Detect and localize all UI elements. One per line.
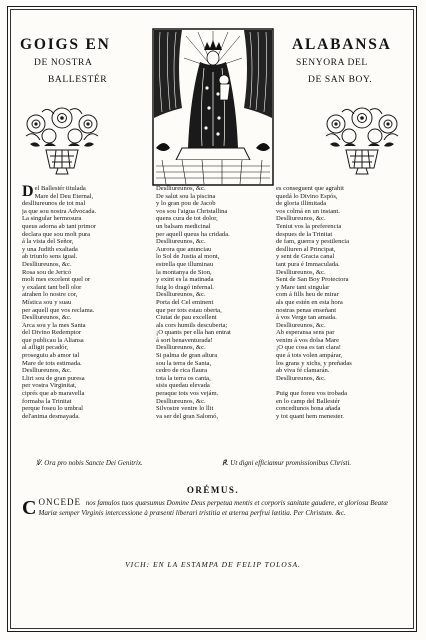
verse-line: tant pura é Immaculada. (276, 260, 340, 268)
verse-line: de fam, guerra y pestilencia (276, 238, 350, 246)
verse-line: als cors humils descuberta; (156, 321, 228, 329)
verse-line: declara que sou molt pura (22, 230, 91, 238)
verse-line: Deslliureunos, &c. (156, 291, 206, 299)
verse-line: ¡O quants per ella han entrat (156, 329, 231, 337)
versicle: ℣. Ora pro nobis Sancte Dei Genitrix. (36, 459, 143, 467)
virgin-woodcut-icon (152, 28, 274, 186)
verse-line: per aquell que vos reclama. (22, 306, 95, 314)
verse-line: y exint es la matinada (156, 276, 214, 284)
verse-line: De salut sou la piscina (156, 192, 216, 200)
verse-line: del Divino Redemptor (22, 329, 81, 337)
verse-column-3 (276, 185, 404, 420)
verse-line: formaba la Trinitat (22, 397, 72, 405)
verse-line: Arca sou y la mes Santa (22, 321, 86, 329)
verse-line: tota la terra os canta, (156, 374, 211, 382)
verse-line: perque foseu lo umbral (22, 405, 83, 413)
drop-cap: D (22, 185, 34, 200)
verse-line: de gloria illimitada (276, 200, 327, 208)
verse-line: va ser del gran Salomó, (156, 412, 219, 420)
verse-line: deslliuren al Principat, (276, 245, 336, 253)
verse-line (276, 382, 404, 390)
prayer-body: nos famulos tuos quæsumus Domine Deus perpetua mentis et corporis sanitate gaudere, et gloriosa Beatæ Mariæ semper Virginis intercessione à præsenti liberari tristitia et æterna perfrui lætitia. Per Christum. &c. (38, 499, 388, 517)
verse-line: per vostra Virginitat, (22, 382, 77, 390)
verse-line: y lo gran pou de Jacob (156, 200, 216, 208)
verse-line: molt mes excelent quel or (22, 276, 91, 284)
verse-line: Deslliureunos, &c. (276, 215, 326, 223)
verse-line: Teniut vos la preferencia (276, 222, 342, 230)
verse-line: atrahen lo nostre cor, (22, 291, 78, 299)
title-left: GOIGS EN (20, 36, 111, 53)
verse-line: y una Judith exaltada (22, 245, 78, 253)
subtitle-left-1: DE NOSTRA (34, 58, 93, 68)
verse-line: Porta del Cel eminent (156, 298, 214, 306)
flower-basket-left-icon (22, 106, 102, 176)
response: ℟. Ut digni efficiamur promissionibus Christi. (222, 459, 352, 467)
verse-line: en lo camp del Ballestér (276, 397, 340, 405)
verse-line: Ab esperansa sens par (276, 329, 335, 337)
subtitle-left-2: BALLESTÉR (48, 75, 108, 85)
verse-line: á vos Verge tan amada. (276, 314, 337, 322)
verse-line: quens cura de tot dolor, (156, 215, 218, 223)
verse-line: venim á vos dolsa Mare (276, 336, 339, 344)
verse-line: Puig que foreu vos trobada (276, 390, 348, 398)
verse-line: que á tots volen ampárar, (276, 352, 343, 360)
verse-line: despues de la Trinitat (276, 230, 333, 238)
verse-line: que per tots estau oberta, (156, 306, 222, 314)
prayer-first-word: ONCEDE (38, 497, 81, 507)
verse-line: lo Sol de Justia al mont, (156, 253, 220, 261)
verse-line: proseguiu ab amor tal (22, 352, 80, 360)
verse-line: sou la terra de Santa, (156, 359, 212, 367)
oremus-heading: ORÉMUS. (186, 485, 240, 495)
flower-basket-right-icon (322, 106, 402, 176)
verse-line: Deslliureunos, &c. (22, 367, 72, 375)
verse-line: vos colmá en un instant. (276, 207, 340, 215)
verse-line: Lliri sou de gran puresa (22, 374, 85, 382)
verse-line: ¡O que cosa es tan clara! (276, 344, 341, 352)
verse-line: Deslliureunos, &c. (22, 260, 72, 268)
title-right: ALABANSA (292, 36, 392, 53)
verse-line: ab triunfo sens igual. (22, 253, 78, 261)
verse-line: Deslliureunos, &c. (156, 238, 206, 246)
verse-line: deslliureunos de tot mal (22, 200, 86, 208)
verse-line: peraque tots vos vejám. (156, 390, 219, 398)
verse-line: Si palma de gran altura (156, 352, 218, 360)
verse-line: nostras penas enseñant (276, 306, 337, 314)
verse-line: y tot quant hem menester. (276, 412, 344, 420)
verse-line: fuig lo dragó infernal. (156, 283, 214, 291)
verse-line: ja que sou nostra Advocada. (22, 207, 97, 215)
verse-line: el Ballestér titulada (34, 185, 86, 192)
verse-line: sisis quedau elevada (156, 382, 210, 390)
verse-line: Deslliureunos, &c. (22, 314, 72, 322)
verse-line: cedro de rica flaura (156, 367, 208, 375)
verse-line: com á fills heu de mirar (276, 291, 339, 299)
verse-line: queus adorna ab tant primor (22, 222, 96, 230)
verse-line: y exalant tant bell olor (22, 283, 82, 291)
verse-line: per aquell queus ha cridada. (156, 230, 230, 238)
verse-line: Deslliureunos, &c. (156, 344, 206, 352)
prayer-text (22, 498, 408, 518)
verse-line: Deslliureunos, &c. (276, 321, 326, 329)
verse-line: Sent de San Boy Protectora (276, 276, 349, 284)
verse-line: un balsam medicinal (156, 222, 211, 230)
verse-line: la montanya de Sion, (156, 268, 212, 276)
verse-column-2 (156, 185, 284, 420)
verse-line: que publicau la Aliansa (22, 336, 84, 344)
prayer-drop-cap: C (22, 497, 37, 519)
verse-line: Deslliureunos, &c. (276, 374, 326, 382)
verse-line: Aurora que anunciau (156, 245, 212, 253)
verse-line: y sent de Gracia canal (276, 253, 335, 261)
verse-line: estrella que illuminau (156, 260, 214, 268)
verse-line: los grans y xichs, y preñadas (276, 359, 352, 367)
verse-line: Mare de tots estimada. (22, 359, 82, 367)
verse-line: es conseguent que agrahit (276, 185, 344, 192)
verse-line: ciprés que ab maravella (22, 390, 85, 398)
verse-line: Deslliureunos, &c. (276, 268, 326, 276)
verse-line: Deslliureunos, &c. (156, 397, 206, 405)
verse-column-1 (22, 185, 150, 420)
verse-line: á sort benaventurada! (156, 336, 213, 344)
verse-line: quedá lo Divino Espós, (276, 192, 338, 200)
verse-line: del'anima desmayada. (22, 412, 80, 420)
verse-line: Mística sou y suau (22, 298, 72, 306)
verse-line: Deslliureunos, &c. (156, 185, 206, 192)
verse-line: Silvostre ventre lo llit (156, 405, 214, 413)
verse-line: Rosa sou de Jericó (22, 268, 72, 276)
verse-line: á la vista del Señor, (22, 238, 74, 246)
verse-line: ab viva fé clamarán. (276, 367, 330, 375)
verse-line: als que estén en esta hora (276, 298, 343, 306)
verse-line: y Mare tant singular (276, 283, 330, 291)
verse-line: Mare del Deu Eternal, (34, 192, 94, 200)
verse-line: Ciutat de pau excellent (156, 314, 217, 322)
verse-line: vos sou l'aigua Christallina (156, 207, 228, 215)
subtitle-right-1: SENYORA DEL (296, 58, 368, 68)
printer-colophon: VICH: EN LA ESTAMPA DE FELIP TOLOSA. (125, 560, 301, 569)
verse-line: concediunos bona añada (276, 405, 341, 413)
verse-line: La singular hermosura (22, 215, 82, 223)
subtitle-right-2: DE SAN BOY. (308, 75, 373, 85)
verse-line: al afligit pecadór, (22, 344, 69, 352)
